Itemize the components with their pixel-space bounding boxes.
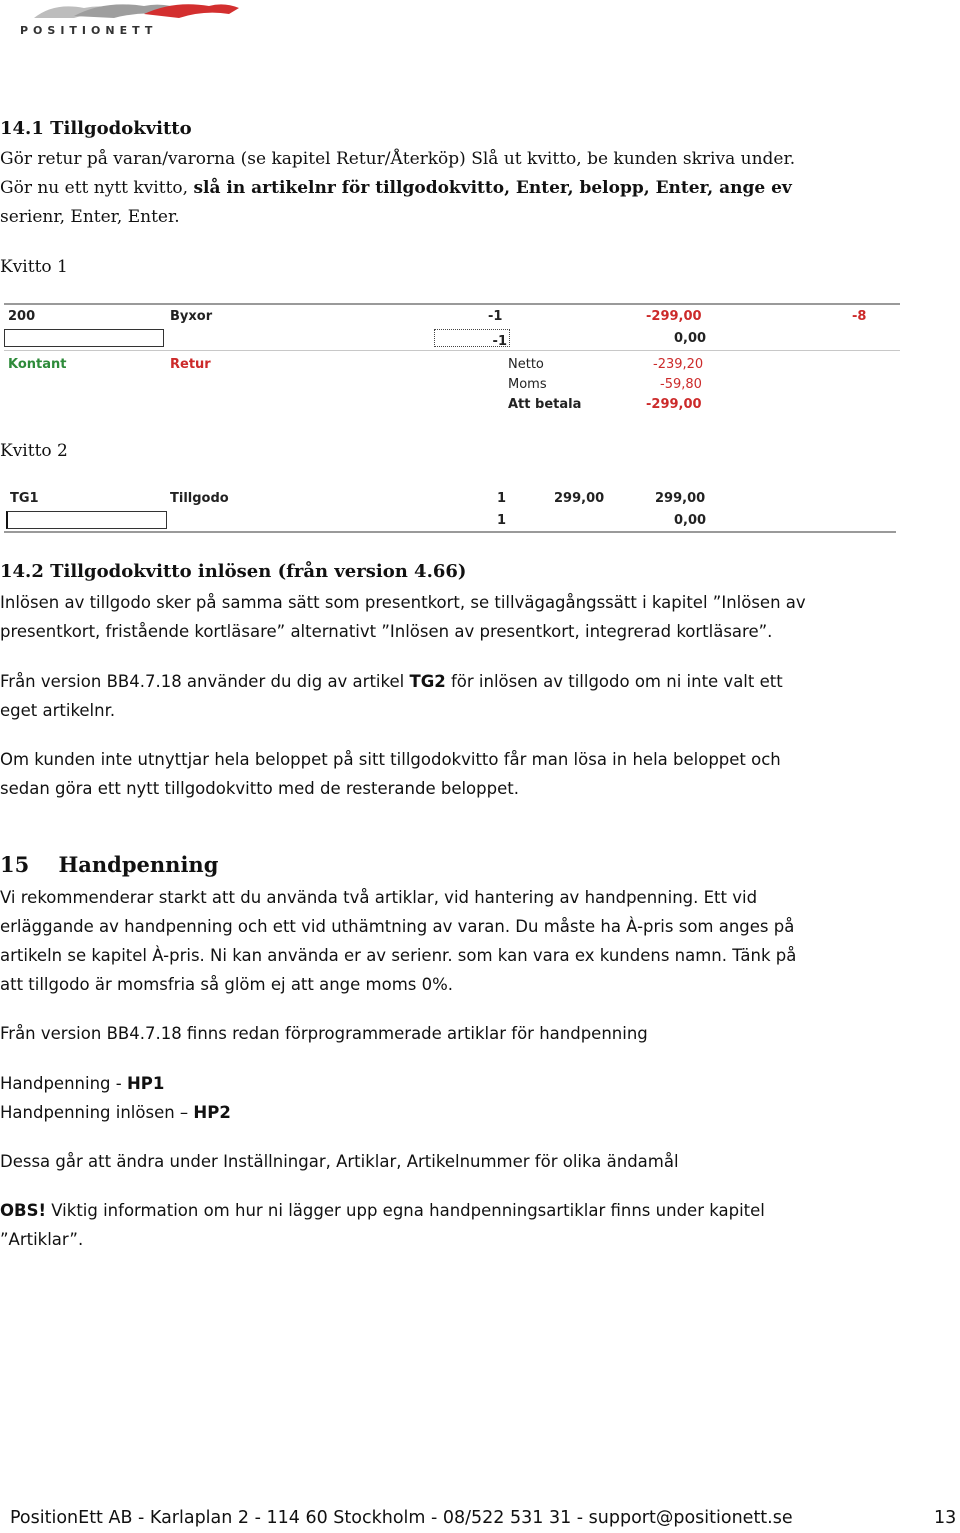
para-line: Från version BB4.7.18 finns redan förprogrammerade artiklar för handpenning (0, 1024, 648, 1043)
greyhound-logo-icon (14, 0, 244, 24)
netto-label: Netto (508, 357, 544, 372)
hp2-line: Handpenning inlösen – HP2 (0, 1103, 231, 1122)
para-line: Om kunden inte utnyttjar hela beloppet på sitt tillgodokvitto får man lösa in hela beloppet och (0, 750, 781, 769)
article-name: Tillgodo (170, 491, 229, 506)
obs-line: OBS! Viktig information om hur ni lägger upp egna handpenningsartiklar finns under kapitel (0, 1201, 765, 1220)
divider (4, 531, 896, 533)
para-line: artikeln se kapitel À-pris. Ni kan använda er av serienr. som kan vara ex kundens namn. Tänk på (0, 946, 797, 965)
kvitto1-label: Kvitto 1 (0, 257, 68, 277)
amount: 0,00 (674, 513, 707, 528)
divider (4, 303, 900, 305)
para-line: Dessa går att ändra under Inställningar, Artiklar, Artikelnummer för olika ändamål (0, 1152, 679, 1171)
total-value: -299,00 (646, 397, 702, 412)
para-line: Från version BB4.7.18 använder du dig av artikel TG2 för inlösen av tillgodo om ni inte valt ett (0, 672, 783, 691)
quantity: -1 (488, 309, 503, 324)
section-14-1-heading: 14.1 Tillgodokvitto (0, 118, 192, 139)
quantity: 1 (497, 513, 507, 528)
section-14-2-heading: 14.2 Tillgodokvitto inlösen (från version 4.66) (0, 561, 467, 582)
para-line: ”Artiklar”. (0, 1230, 84, 1249)
payment-method: Kontant (8, 357, 67, 372)
para-line: eget artikelnr. (0, 701, 116, 720)
page-number: 13 (934, 1508, 957, 1528)
hp1-line: Handpenning - HP1 (0, 1074, 165, 1093)
quantity: 1 (497, 491, 507, 506)
code-input[interactable] (4, 329, 164, 347)
netto-value: -239,20 (653, 357, 704, 372)
footer-contact: PositionEtt AB - Karlaplan 2 - 114 60 Stockholm - 08/522 531 31 - support@positionett.se (10, 1508, 793, 1528)
moms-label: Moms (508, 377, 547, 392)
kvitto2-label: Kvitto 2 (0, 441, 68, 461)
code-input[interactable] (6, 511, 167, 529)
article-code: 200 (8, 309, 36, 324)
article-name: Byxor (170, 309, 213, 324)
divider (4, 350, 900, 351)
para-line: Vi rekommenderar starkt att du använda två artiklar, vid hantering av handpenning. Ett vid (0, 888, 758, 907)
section-15-heading: 15 Handpenning (0, 852, 219, 877)
para-line: Inlösen av tillgodo sker på samma sätt som presentkort, se tillvägagångssätt i kapitel ”Inlösen av (0, 593, 806, 612)
para-line: erläggande av handpenning och ett vid uthämtning av varan. Du måste ha À-pris som anges på (0, 917, 795, 936)
total-label: Att betala (508, 397, 582, 412)
para-line: presentkort, fristående kortläsare” alternativt ”Inlösen av presentkort, integrerad kortläsare”. (0, 622, 773, 641)
amount: 0,00 (674, 331, 707, 346)
para-line: Gör nu ett nytt kvitto, slå in artikelnr för tillgodokvitto, Enter, belopp, Enter, ange ev (0, 178, 792, 198)
amount: -299,00 (646, 309, 702, 324)
amount: 299,00 (655, 491, 706, 506)
logo-wordmark: POSITIONETT (20, 24, 158, 37)
transaction-mode: Retur (170, 357, 211, 372)
quantity-input[interactable]: -1 (434, 329, 510, 347)
row-value: -8 (852, 309, 867, 324)
para-line: serienr, Enter, Enter. (0, 207, 180, 227)
moms-value: -59,80 (660, 377, 702, 392)
unit-price: 299,00 (554, 491, 605, 506)
para-line: sedan göra ett nytt tillgodokvitto med de resterande beloppet. (0, 779, 519, 798)
company-logo (14, 0, 244, 42)
para-line: Gör retur på varan/varorna (se kapitel Retur/Återköp) Slå ut kvitto, be kunden skriva under. (0, 149, 796, 169)
article-code: TG1 (10, 491, 39, 506)
para-line: att tillgodo är momsfria så glöm ej att ange moms 0%. (0, 975, 454, 994)
